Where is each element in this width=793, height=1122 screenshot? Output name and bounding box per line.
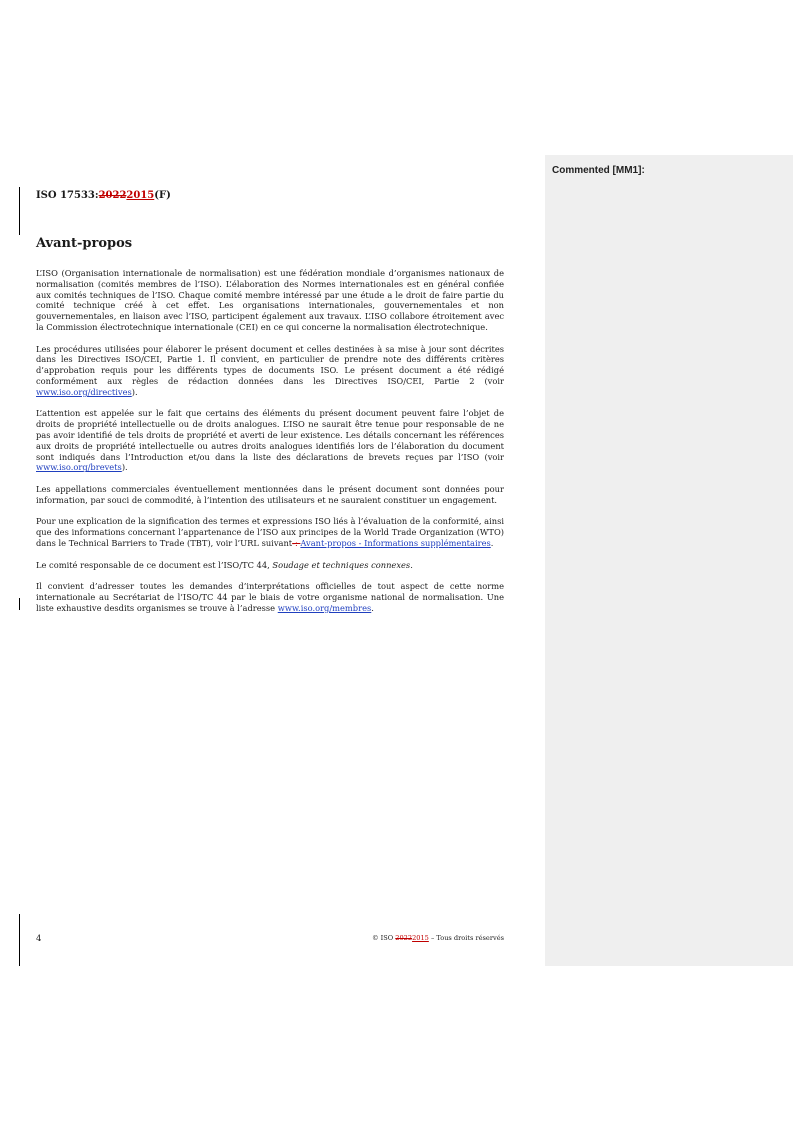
paragraph-5-end: . xyxy=(490,537,494,548)
paragraph-4: Les appellations commerciales éventuellement mentionnées dans le présent document sont données pour information, par souci de commodité, à l’intention des utilisateurs et ne sauraient constituer un engagement. xyxy=(36,483,504,505)
paragraph-3-text: L’attention est appelée sur le fait que certains des éléments du présent document peuvent faire l’objet de droits de propriété intellectuelle ou de droits analogues. L’ISO ne saurait être tenue pour responsable de ne pas avoir identifié de tels droits de propriété et averti de leur existence. Les détails concernant les références aux droits de propriété intellectuelle ou autres droits analogues identifiés lors de l’élaboration du document sont indiqués dans l’Introduction et/ou dans la liste des déclarations de brevets reçues par l’ISO (voir xyxy=(36,408,504,462)
link-membres[interactable]: www.iso.org/membres xyxy=(277,602,372,613)
footer-year-deleted: 2022 xyxy=(395,934,413,942)
document-body xyxy=(36,268,504,624)
header-year-deleted: 2022 xyxy=(98,190,127,201)
header-year-inserted: 2015 xyxy=(126,190,155,201)
paragraph-1: L’ISO (Organisation internationale de normalisation) est une fédération mondiale d’organismes nationaux de normalisation (comités membres de l’ISO). L’élaboration des Normes internationales est en général confiée aux comités techniques de l’ISO. Chaque comité membre intéressé par une étude a le droit de faire partie du comité technique créé à cet effet. Les organisations internationales, gouvernementales et non gouvernementales, en liaison avec l’ISO, participent également aux travaux. L’ISO collabore étroitement avec la Commission électrotechnique internationale (CEI) en ce qui concerne la normalisation électrotechnique. xyxy=(36,268,504,332)
footer-year-inserted: 2015 xyxy=(412,934,429,942)
change-bar-footer xyxy=(19,914,20,966)
copyright-suffix: – Tous droits réservés xyxy=(428,934,504,942)
paragraph-6-text: Le comité responsable de ce document est l’ISO/TC 44, xyxy=(36,559,273,570)
link-informations-supplementaires[interactable]: Avant-propos - Informations supplémentaires xyxy=(300,537,491,548)
document-header xyxy=(36,190,171,201)
paragraph-6 xyxy=(36,560,504,571)
paragraph-7-text: Il convient d’adresser toutes les demandes d’interprétations officielles de tout aspect de cette norme internationale au Secrétariat de l’ISO/TC 44 par le biais de votre organisme national de normalisation. Une liste exhaustive desdits organismes se trouve à l’adresse xyxy=(36,581,504,613)
paragraph-3 xyxy=(36,408,504,473)
comment-pane xyxy=(545,155,793,966)
paragraph-5-text: Pour une explication de la signification des termes et expressions ISO liés à l’évaluation de la conformité, ainsi que des informations concernant l’appartenance de l’ISO aux principes de la World Trade Organization (WTO) dans le Technical Barriers to Trade (TBT), voir l’URL suivant xyxy=(36,516,504,548)
paragraph-2-text: Les procédures utilisées pour élaborer le présent document et celles destinées à sa mise à jour sont décrites dans les Directives ISO/CEI, Partie 1. Il convient, en particulier de prendre note des différents critères d’approbation requis pour les différents types de documents ISO. Le présent document a été rédigé conformément aux règles de rédaction données dans les Directives ISO/CEI, Partie 2 (voir xyxy=(36,343,504,386)
change-bar-p5 xyxy=(19,598,20,610)
header-prefix: ISO 17533: xyxy=(36,190,99,201)
link-brevets[interactable]: www.iso.org/brevets xyxy=(36,462,122,473)
paragraph-6-end: . xyxy=(410,559,413,570)
link-directives[interactable]: www.iso.org/directives xyxy=(36,386,132,397)
copyright-footer xyxy=(372,934,504,942)
comment-label[interactable]: Commented [MM1]: xyxy=(552,165,645,176)
paragraph-5 xyxy=(36,516,504,548)
paragraph-2-end: ). xyxy=(131,386,138,397)
page-title: Avant-propos xyxy=(36,236,133,251)
paragraph-7 xyxy=(36,581,504,613)
paragraph-2 xyxy=(36,344,504,398)
change-bar-header xyxy=(19,187,20,235)
header-suffix: (F) xyxy=(154,190,171,201)
page-number: 4 xyxy=(36,934,42,944)
committee-title: Soudage et techniques connexes xyxy=(272,559,411,570)
paragraph-3-end: ). xyxy=(121,462,128,473)
paragraph-7-end: . xyxy=(371,602,374,613)
copyright-prefix: © ISO xyxy=(371,934,396,942)
paragraph-5-deleted-separator: -: xyxy=(292,537,301,548)
